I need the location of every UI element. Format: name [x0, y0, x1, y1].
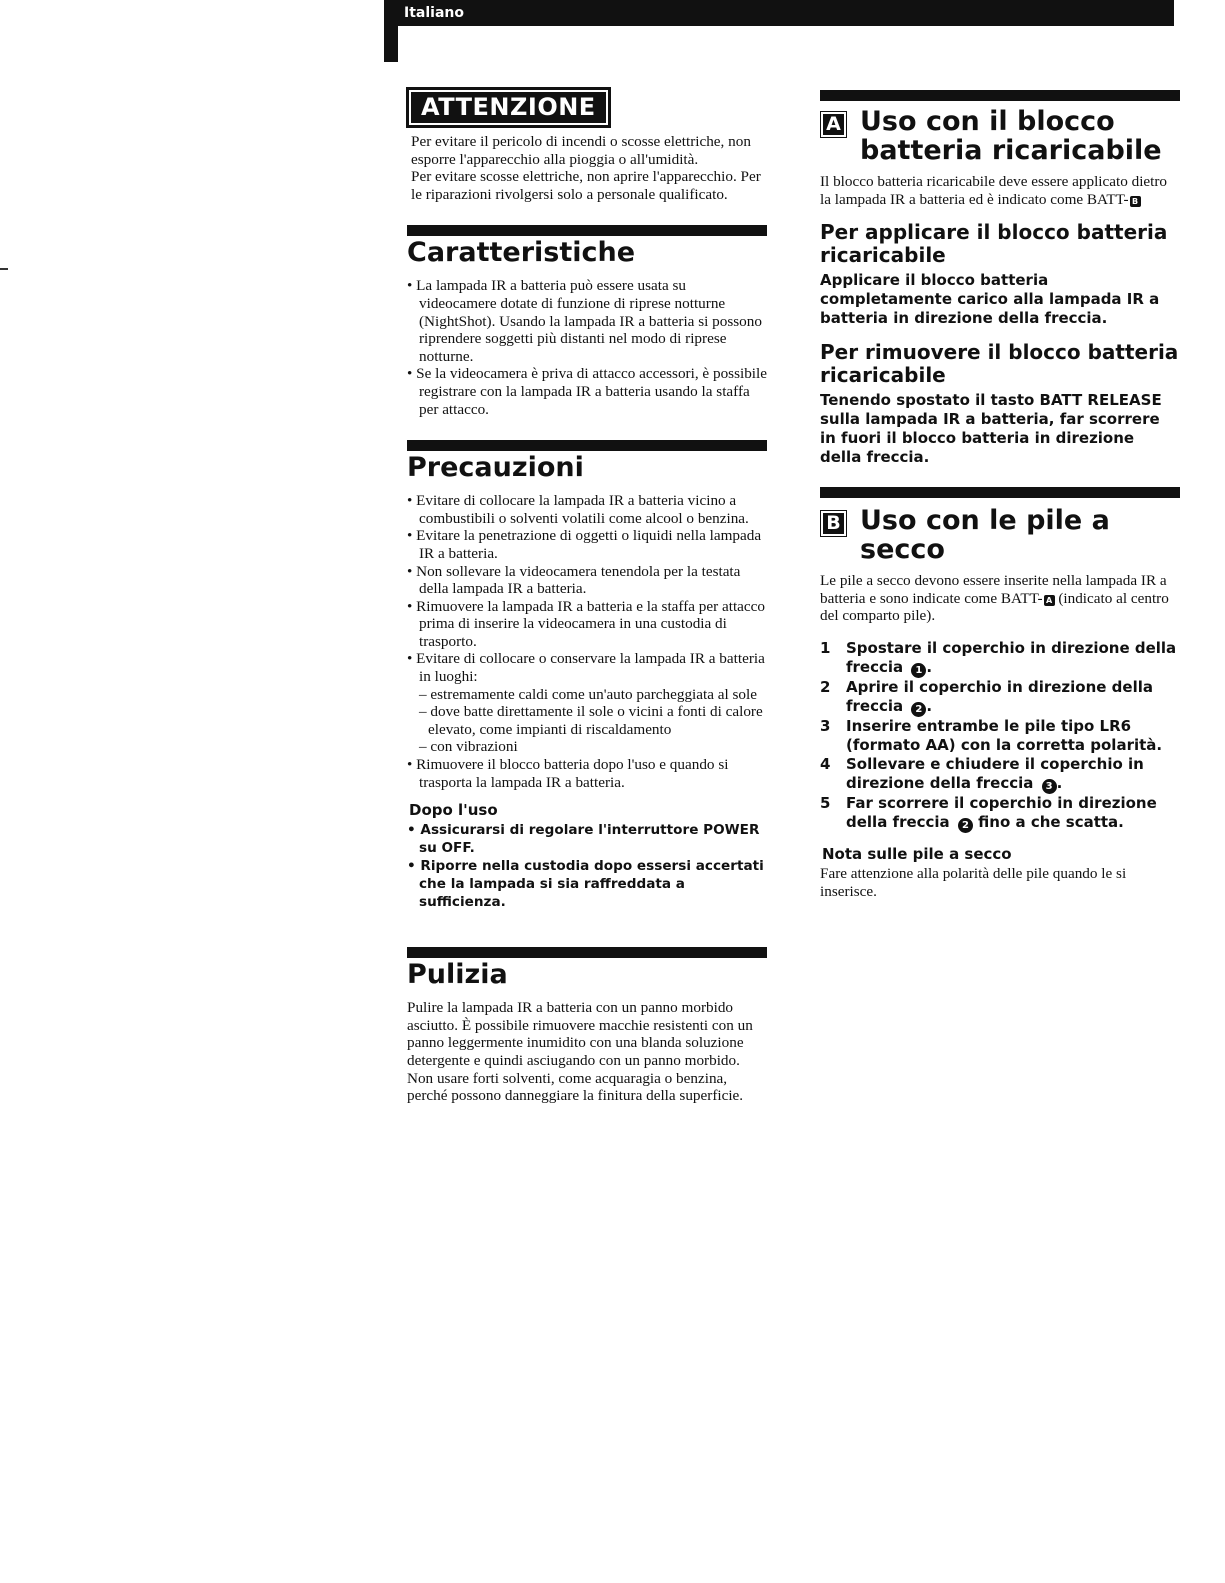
attenzione-section [411, 90, 767, 203]
sub-list-item: – estremamente caldi come un'auto parcheggiata al sole [419, 685, 757, 703]
list-item: • Evitare di collocare la lampada IR a batteria vicino a combustibili o solventi volatili come alcool o benzina. [407, 492, 767, 527]
circled-number-icon: 3 [1042, 779, 1057, 794]
list-item: • Assicurarsi di regolare l'interruttore POWER su OFF. [407, 821, 767, 857]
step-end: fino a che scatta. [972, 812, 1124, 831]
section-a-intro-text: Il blocco batteria ricaricabile deve essere applicato dietro la lampada IR a batteria ed è indicato come BATT- [820, 173, 1168, 208]
step-text: Inserire entrambe le pile tipo LR6 (formato AA) con la corretta polarità. [846, 716, 1163, 754]
attenzione-title: ATTENZIONE [409, 90, 608, 125]
section-rule [407, 225, 767, 236]
step-text: Far scorrere il coperchio in direzione della freccia [846, 793, 1157, 831]
section-rule [820, 487, 1180, 498]
section-b-intro-text: Le pile a secco devono essere inserite nella lampada IR a batteria e sono indicate come BATT- [820, 572, 1167, 607]
apply-text: Applicare il blocco batteria completamente carico alla lampada IR a batteria in direzione della freccia. [820, 271, 1160, 328]
batt-b-badge: B [1130, 196, 1141, 207]
step-item [820, 678, 1180, 717]
step-item [820, 794, 1180, 833]
step-item [820, 717, 1180, 755]
list-item: • Riporre nella custodia dopo essersi accertati che la lampada si sia raffreddata a sufficienza. [407, 857, 767, 911]
list-item: • La lampada IR a batteria può essere usata su videocamere dotate di funzione di riprese notturne (NightShot). Usando la lampada IR a batteria si possono riprendere soggetti più distanti nel modo di riprese notturne. [407, 277, 767, 365]
section-b-heading [820, 506, 1180, 564]
caratteristiche-section [407, 225, 767, 418]
attenzione-paragraph-2: Per evitare scosse elettriche, non aprire l'apparecchio. Per le riparazioni rivolgersi solo a personale qualificato. [411, 168, 761, 203]
section-a-intro [820, 173, 1180, 208]
step-text: Aprire il coperchio in direzione della freccia [846, 677, 1153, 715]
section-rule [820, 90, 1180, 101]
section-a-letter-badge: A [820, 111, 847, 138]
step-end: . [1056, 773, 1063, 792]
section-a [820, 90, 1180, 467]
attenzione-paragraph-1: Per evitare il pericolo di incendi o scosse elettriche, non esporre l'apparecchio alla pioggia o all'umidità. [411, 133, 751, 168]
step-number: 5 [820, 793, 831, 812]
circled-number-icon: 1 [911, 663, 926, 678]
step-text: Spostare il coperchio in direzione della freccia [846, 638, 1177, 676]
pulizia-section [407, 947, 767, 1105]
pulizia-paragraph-2: Non usare forti solventi, come acquaragia o benzina, perché possono danneggiare la finitura della superficie. [407, 1069, 744, 1105]
batt-a-badge: A [1044, 595, 1055, 606]
step-end: . [926, 696, 933, 715]
section-a-title: Uso con il blocco batteria ricaricabile [860, 106, 1162, 166]
language-header-bar [384, 0, 1174, 26]
step-number: 4 [820, 754, 831, 773]
step-item [820, 639, 1180, 678]
header-side-bar [384, 0, 398, 62]
step-number: 3 [820, 716, 831, 735]
remove-text: Tenendo spostato il tasto BATT RELEASE sulla lampada IR a batteria, far scorrere in fuori il blocco batteria in direzione della freccia. [820, 391, 1162, 467]
caratteristiche-title: Caratteristiche [407, 237, 636, 269]
nota-text: Fare attenzione alla polarità delle pile quando le si inserisce. [820, 864, 1127, 900]
section-b [820, 487, 1180, 900]
step-text: Sollevare e chiudere il coperchio in direzione della freccia [846, 754, 1144, 792]
list-item: • Rimuovere il blocco batteria dopo l'uso e quando si trasporta la lampada IR a batteria. [407, 756, 767, 791]
precauzioni-title: Precauzioni [407, 452, 584, 484]
right-column [820, 90, 1180, 900]
list-item: • Evitare di collocare o conservare la lampada IR a batteria in luoghi: [407, 650, 767, 685]
circled-number-icon: 2 [958, 818, 973, 833]
left-column [407, 90, 767, 1105]
dopo-uso-heading: Dopo l'uso [409, 801, 498, 820]
list-item: • Rimuovere la lampada IR a batteria e la staffa per attacco prima di inserire la videocamera in una custodia di trasporto. [407, 598, 767, 651]
precauzioni-section [407, 440, 767, 911]
step-number: 1 [820, 638, 831, 657]
section-b-intro-note: (indicato al centro del comparto pile). [820, 589, 1169, 625]
section-rule [407, 947, 767, 958]
apply-heading: Per applicare il blocco batteria ricaricabile [820, 220, 1168, 268]
pulizia-title: Pulizia [407, 959, 508, 991]
section-b-title: Uso con le pile a secco [860, 505, 1110, 566]
circled-number-icon: 2 [911, 702, 926, 717]
list-item: • Se la videocamera è priva di attacco accessori, è possibile registrare con la lampada IR a batteria usando la staffa per attacco. [407, 365, 767, 418]
nota-heading: Nota sulle pile a secco [822, 844, 1012, 863]
sub-list-item: – dove batte direttamente il sole o vicini a fonti di calore elevato, come impianti di riscaldamento [419, 703, 763, 738]
section-b-letter-badge: B [820, 510, 847, 537]
remove-heading: Per rimuovere il blocco batteria ricaricabile [820, 340, 1179, 388]
section-a-heading [820, 107, 1180, 165]
list-item: • Non sollevare la videocamera tenendola per la testata della lampada IR a batteria. [407, 563, 767, 598]
pulizia-paragraph-1: Pulire la lampada IR a batteria con un panno morbido asciutto. È possibile rimuovere macchie resistenti con un panno leggermente inumidito con una blanda soluzione detergente e quindi asciugando con un panno morbido. [407, 999, 753, 1069]
section-rule [407, 440, 767, 451]
list-item: • Evitare la penetrazione di oggetti o liquidi nella lampada IR a batteria. [407, 527, 767, 562]
battery-steps-list [820, 639, 1180, 833]
step-item [820, 755, 1180, 794]
sub-list-item: – con vibrazioni [419, 738, 518, 756]
step-end: . [926, 657, 933, 676]
margin-mark [0, 268, 8, 270]
language-label: Italiano [404, 5, 464, 21]
section-b-intro [820, 572, 1180, 625]
step-number: 2 [820, 677, 831, 696]
